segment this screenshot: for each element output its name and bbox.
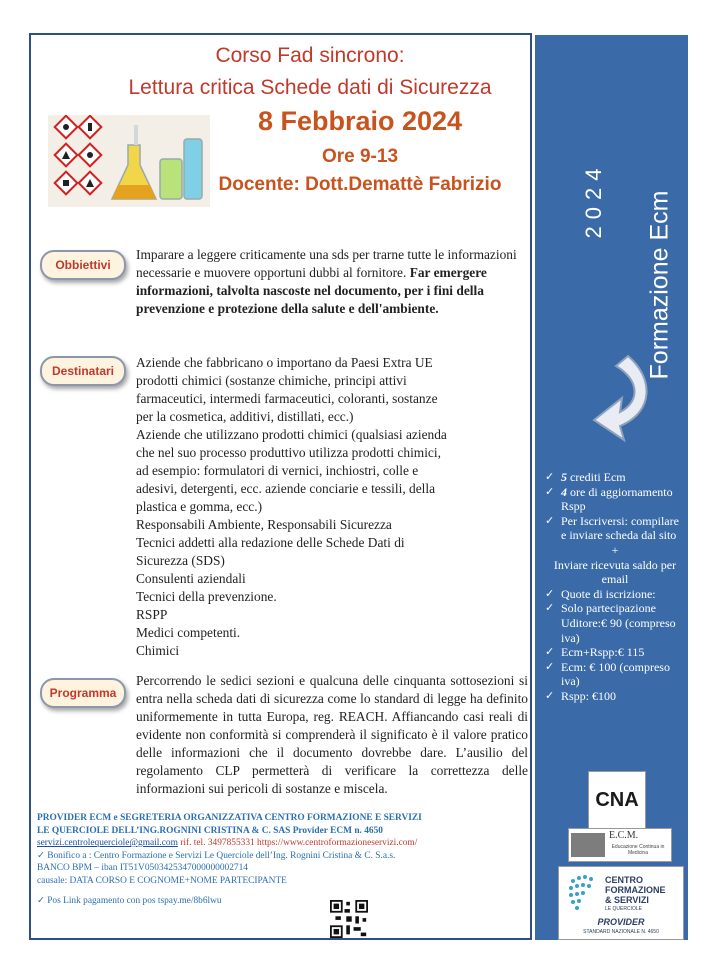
destinatari-line: Tecnici addetti alla redazione delle Schede Dati di xyxy=(136,535,405,550)
course-title: Lettura critica Schede dati di Sicurezza xyxy=(128,76,492,99)
curved-arrow-icon xyxy=(558,350,658,445)
check-icon: ✓ xyxy=(545,471,555,483)
qr-code-icon[interactable] xyxy=(330,900,368,938)
programma-text: Percorrendo le sedici sezioni e qualcuna delle cinquanta sottosezioni si entra nella scheda dati di sicurezza come lo standard di legge ha definito uniformemente in tutta Europa, reg. REACH. Affiancando casi reali di evidente non conformità si comprenderà il significato è il valore pratico delle informazioni che il documento dovrebbe dare. L’ausilio del regolamento CLP permetterà di verificare la correttezza delle informazioni sui pericoli di sostanze e miscela. xyxy=(136,673,528,796)
cfs-name-line: FORMAZIONE xyxy=(605,885,666,895)
destinatari-line: Responsabili Ambiente, Responsabili Sicurezza xyxy=(136,517,392,532)
check-icon: ✓ xyxy=(545,602,555,615)
destinatari-line: adesivi, detergenti, ecc. aziende conciarie e tessili, della xyxy=(136,481,436,496)
check-icon: ✓ xyxy=(545,514,555,527)
footer-info xyxy=(37,812,532,908)
destinatari-line: per la cosmetica, additivi, distillati, ecc.) xyxy=(136,409,354,424)
ecm-logo xyxy=(568,828,672,862)
contact-line xyxy=(37,837,532,850)
destinatari-line: RSPP xyxy=(136,607,168,622)
quote-text: Rspp: €100 xyxy=(561,688,617,703)
obiettivi-label: Obbiettivi xyxy=(40,250,126,280)
ecm-logo-title: E.C.M. xyxy=(609,830,639,841)
destinatari-line: Sicurezza (SDS) xyxy=(136,553,225,568)
check-icon: ✓ xyxy=(37,850,48,861)
globe-icon xyxy=(567,873,601,913)
programma-label: Programma xyxy=(40,678,126,708)
check-icon: ✓ xyxy=(545,646,555,659)
quote-item xyxy=(545,660,685,689)
formazione-title-text: Formazione Ecm xyxy=(645,190,674,380)
obiettivi-text xyxy=(136,246,528,318)
destinatari-line: Tecnici della prevenzione. xyxy=(136,589,277,604)
phone-number: rif. tel. 3497855331 xyxy=(180,838,255,848)
destinatari-line: plastica e gomma, ecc.) xyxy=(136,499,263,514)
destinatari-line: Aziende che fabbricano o importano da Paesi Extra UE xyxy=(136,355,433,370)
iscrizione-text: Per Iscriversi: compilare e inviare scheda dal sito xyxy=(561,513,679,543)
destinatari-line: Consulenti aziendali xyxy=(136,571,246,586)
bonifico-text: Bonifico a : Centro Formazione e Servizi Le Querciole dell’Ing. Rognini Cristina & C. S.a.s. xyxy=(47,850,396,861)
centro-formazione-logo xyxy=(558,866,684,940)
provider-line-2: LE QUERCIOLE DELL’ING.ROGNINI CRISTINA & C. SAS Provider ECM n. 4650 xyxy=(37,825,383,836)
iscrizione-item xyxy=(545,514,685,543)
check-icon: ✓ xyxy=(545,587,555,600)
course-hours: Ore 9-13 xyxy=(321,146,399,167)
pos-text[interactable]: Pos Link pagamento con pos tspay.me/8b6lwu xyxy=(47,896,222,906)
course-date: 8 Febbraio 2024 xyxy=(257,106,463,136)
quote-text: Ecm: € 100 (compreso iva) xyxy=(561,659,670,689)
check-icon: ✓ xyxy=(37,896,48,906)
hours-item xyxy=(545,485,685,514)
pos-line xyxy=(37,895,532,908)
destinatari-line: Chimici xyxy=(136,643,180,658)
cfs-name-line: CENTRO xyxy=(605,875,643,885)
ricevuta-text: Inviare ricevuta saldo per email xyxy=(553,557,677,587)
quote-item xyxy=(545,689,685,704)
cna-logo xyxy=(588,771,646,829)
course-info-list xyxy=(545,470,685,704)
credits-text: crediti Ecm xyxy=(567,470,626,484)
cfs-name-line: & SERVIZI xyxy=(605,895,649,905)
cfs-logo-name xyxy=(605,875,666,905)
obiettivi-plain: Imparare a leggere criticamente una sds per trarne tutte le informazioni necessarie e muovere opportuni dubbi al fornitore. xyxy=(136,247,517,280)
credits-number: 5 xyxy=(561,470,567,484)
destinatari-line: Aziende che utilizzano prodotti chimici (qualsiasi azienda xyxy=(136,427,447,442)
quote-text: Quote di iscrizione: xyxy=(561,586,656,601)
cfs-logo-sub: LE QUERCIOLE xyxy=(605,906,642,912)
causale-line: causale: DATA CORSO E COGNOME+NOME PARTECIPANTE xyxy=(37,875,287,886)
course-type-title: Corso Fad sincrono: xyxy=(215,44,405,67)
ecm-logo-subtitle: Educazione Continua in Medicina xyxy=(611,844,665,856)
cfs-standard-label: STANDARD NAZIONALE N. 4650 xyxy=(583,929,659,935)
hours-number: 4 xyxy=(561,484,567,499)
obiettivi-bold: Far emergere informazioni, talvolta nascoste nel documento, per i fini della prevenzione e protezione della salute e dell'ambiente. xyxy=(136,265,487,316)
quote-text: Ecm+Rspp:€ 115 xyxy=(561,645,645,660)
hours-text: ore di aggiornamento Rspp xyxy=(561,484,673,514)
quote-item xyxy=(545,587,685,602)
ecm-people-image xyxy=(571,833,605,857)
destinatari-line: Medici competenti. xyxy=(136,625,241,640)
course-teacher: Docente: Dott.Demattè Fabrizio xyxy=(218,174,502,195)
plus-sign: + xyxy=(611,542,619,557)
email-link[interactable]: servizi.centrolequerciole@gmail.com xyxy=(37,838,178,848)
destinatari-line: farmaceutici, intermedi farmaceutici, coloranti, sostanze xyxy=(136,391,438,406)
year-text: 2024 xyxy=(581,161,606,239)
check-icon: ✓ xyxy=(545,485,555,498)
website-link[interactable]: https://www.centroformazioneservizi.com/ xyxy=(257,838,418,848)
year-vertical xyxy=(574,150,614,250)
bonifico-line xyxy=(37,850,532,863)
destinatari-line: ad esempio: formulatori di vernici, inchiostri, colle e xyxy=(136,463,419,478)
destinatari-label: Destinatari xyxy=(40,356,126,386)
destinatari-line: che nel suo processo produttivo utilizza prodotti chimici, xyxy=(136,445,441,460)
cna-logo-text: CNA xyxy=(595,789,639,811)
check-icon: ✓ xyxy=(545,689,555,702)
iban-line: BANCO BPM – iban IT51V0503425347000000002714 xyxy=(37,863,248,873)
cfs-provider-label: PROVIDER xyxy=(597,917,645,927)
provider-line-1: PROVIDER ECM e SEGRETERIA ORGANIZZATIVA CENTRO FORMAZIONE E SERVIZI xyxy=(37,813,422,823)
credits-item xyxy=(545,470,685,485)
check-icon: ✓ xyxy=(545,660,555,673)
quote-item xyxy=(545,601,685,645)
quote-text: Solo partecipazione Uditore:€ 90 (compreso iva) xyxy=(561,601,676,645)
destinatari-list xyxy=(136,354,528,660)
quote-item xyxy=(545,645,685,660)
destinatari-line: prodotti chimici (sostanze chimiche, principi attivi xyxy=(136,373,407,388)
